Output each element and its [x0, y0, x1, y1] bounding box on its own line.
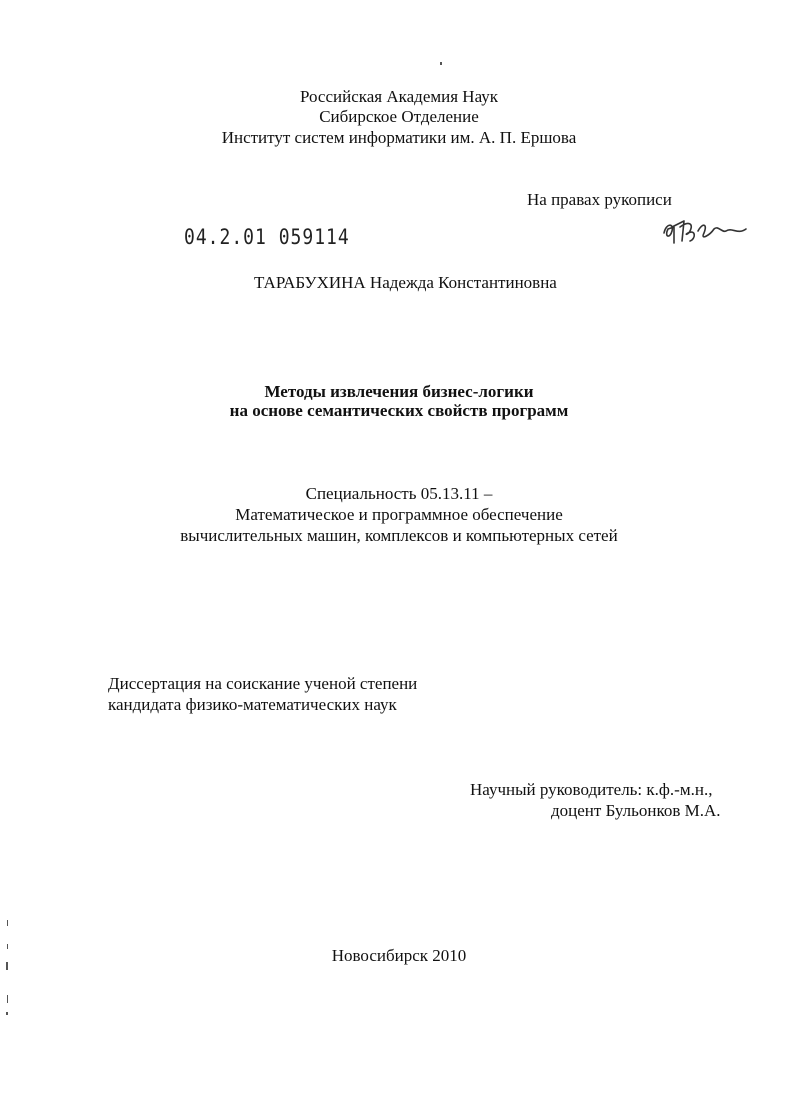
specialty-line-1: Специальность 05.13.11 – — [305, 484, 493, 503]
scan-speck — [440, 62, 442, 65]
author-name: ТАРАБУХИНА Надежда Константиновна — [254, 273, 557, 292]
title-line-2: на основе семантических свойств программ — [229, 401, 569, 420]
manuscript-note: На правах рукописи — [527, 190, 672, 209]
dissertation-line-2: кандидата физико-математических наук — [108, 695, 397, 714]
branch-name: Сибирское Отделение — [319, 107, 479, 126]
academy-name: Российская Академия Наук — [299, 87, 499, 106]
supervisor-line-1: Научный руководитель: к.ф.-м.н., — [470, 780, 713, 799]
dissertation-line-1: Диссертация на соискание ученой степени — [108, 674, 418, 693]
city-year: Новосибирск 2010 — [331, 946, 467, 965]
scan-speck — [6, 1012, 8, 1015]
signature — [660, 213, 752, 247]
supervisor-line-2: доцент Бульонков М.А. — [551, 801, 721, 820]
registration-stamp: 04.2.01 059114 — [184, 224, 350, 250]
institute-name: Институт систем информатики им. А. П. Ершова — [221, 128, 577, 147]
title-line-1: Методы извлечения бизнес-логики — [264, 382, 534, 401]
scan-speck — [7, 995, 8, 1003]
specialty-line-3: вычислительных машин, комплексов и компьютерных сетей — [180, 526, 618, 545]
specialty-line-2: Математическое и программное обеспечение — [235, 505, 563, 524]
scan-speck — [7, 920, 8, 926]
